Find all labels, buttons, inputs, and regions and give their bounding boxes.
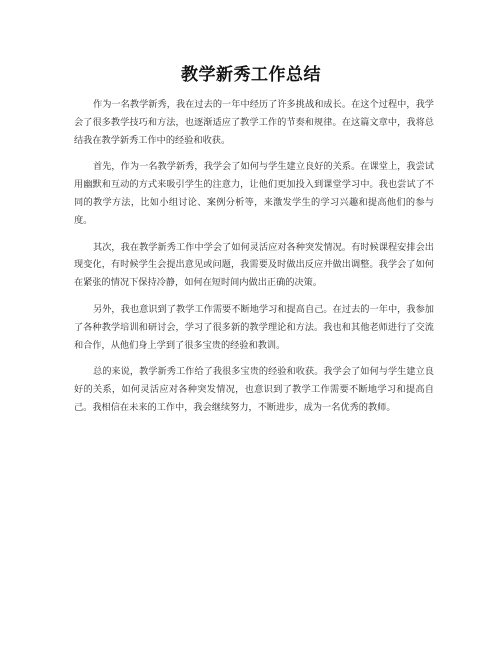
- paragraph-4: 另外，我也意识到了教学工作需要不断地学习和提高自己。在过去的一年中，我参加了各种教学培训和研讨会，学习了很多新的教学理论和方法。我也和其他老师进行了交流和合作，从他们身上学到了很多宝贵的经验和教训。: [74, 303, 434, 351]
- paragraph-2: 首先，作为一名教学新秀，我学会了如何与学生建立良好的关系。在课堂上，我尝试用幽默和互动的方式来吸引学生的注意力，让他们更加投入到课堂学习中。我也尝试了不同的教学方法，比如小组讨论、案例分析等，来激发学生的学习兴趣和提高他们的参与度。: [74, 161, 434, 226]
- document-body: [74, 96, 434, 426]
- paragraph-3: 其次，我在教学新秀工作中学会了如何灵活应对各种突发情况。有时候课程安排会出现变化，有时候学生会提出意见或问题，我需要及时做出反应并做出调整。我学会了如何在紧张的情况下保持冷静，如何在短时间内做出正确的决策。: [74, 241, 434, 289]
- document-title: 教学新秀工作总结: [181, 65, 321, 85]
- paragraph-5: 总的来说，教学新秀工作给了我很多宝贵的经验和收获。我学会了如何与学生建立良好的关系，如何灵活应对各种突发情况，也意识到了教学工作需要不断地学习和提高自己。我相信在未来的工作中，我会继续努力，不断进步，成为一名优秀的教师。: [74, 366, 434, 413]
- paragraph-1: 作为一名教学新秀，我在过去的一年中经历了许多挑战和成长。在这个过程中，我学会了很多教学技巧和方法，也逐渐适应了教学工作的节奏和规律。在这篇文章中，我将总结我在教学新秀工作中的经验和收获。: [74, 99, 434, 146]
